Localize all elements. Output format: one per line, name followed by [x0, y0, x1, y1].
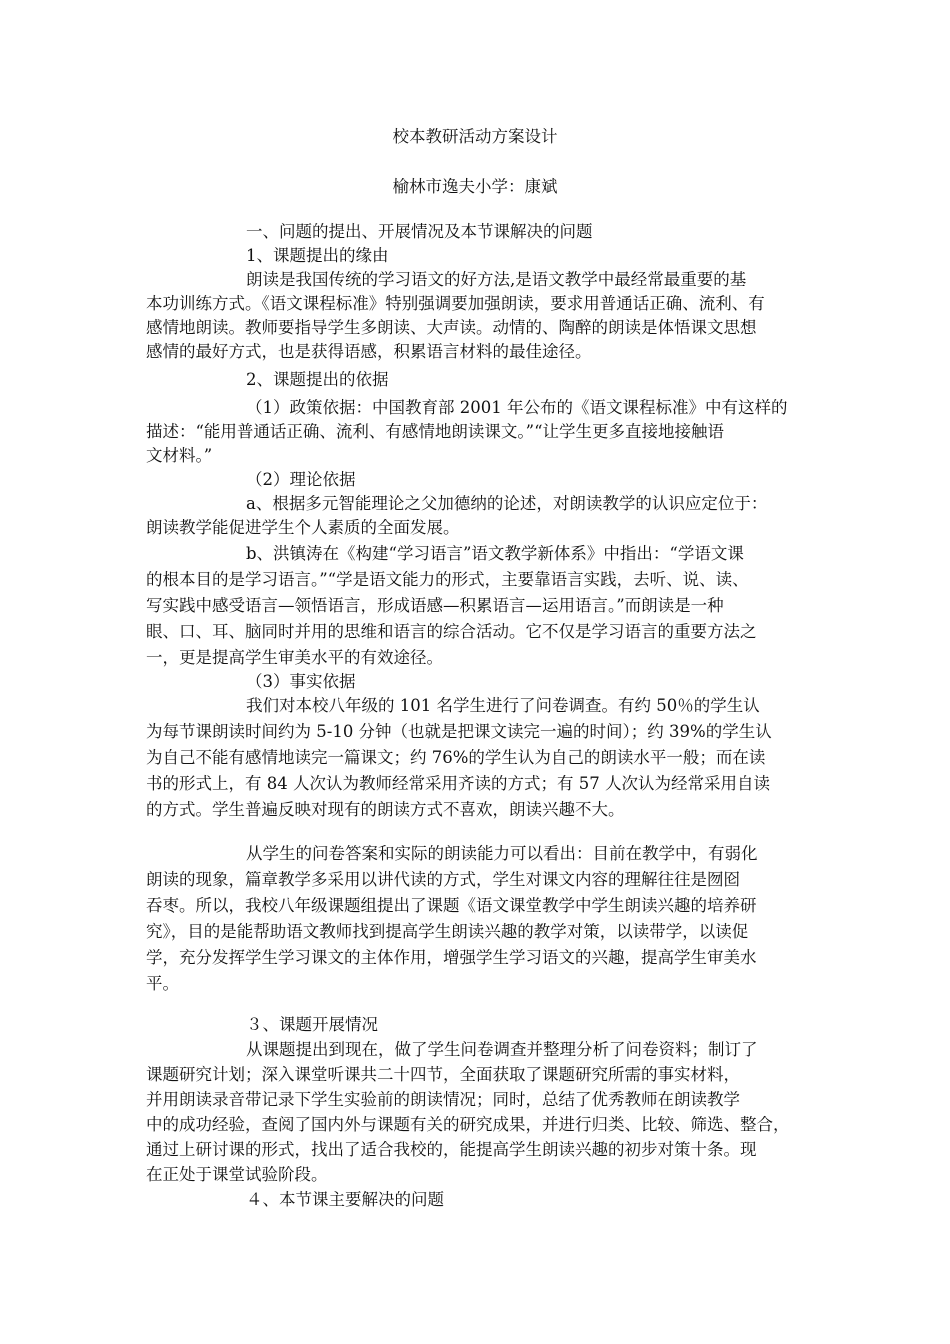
body-line: 我们对本校八年级的 101 名学生进行了问卷调查。有约 50％的学生认 [246, 696, 760, 715]
body-line: 平。 [146, 974, 179, 993]
body-line: b、洪镇涛在《构建“学习语言”语文教学新体系》中指出：“学语文课 [246, 544, 744, 563]
section-heading: 一、问题的提出、开展情况及本节课解决的问题 [246, 222, 593, 241]
body-line: 眼、口、耳、脑同时并用的思维和语言的综合活动。它不仅是学习语言的重要方法之 [146, 622, 757, 641]
body-line: 感情的最好方式，也是获得语感，积累语言材料的最佳途径。 [146, 342, 592, 361]
body-line: 的方式。学生普遍反映对现有的朗读方式不喜欢，朗读兴趣不大。 [146, 800, 625, 819]
subsection-heading: 2、课题提出的依据 [246, 370, 389, 389]
body-line: 一，更是提高学生审美水平的有效途径。 [146, 648, 443, 667]
body-line: 朗读是我国传统的学习语文的好方法,是语文教学中最经常最重要的基 [246, 270, 747, 289]
document-title: 校本教研活动方案设计 [392, 127, 558, 146]
body-line: 课题研究计划；深入课堂听课共二十四节，全面获取了课题研究所需的事实材料， [146, 1065, 740, 1084]
subsection-heading: （3）事实依据 [246, 672, 356, 691]
body-line: 中的成功经验，查阅了国内外与课题有关的研究成果，并进行归类、比较、筛选、整合， [146, 1115, 790, 1134]
subsection-heading: ４、本节课主要解决的问题 [246, 1190, 444, 1209]
body-line: 的根本目的是学习语言。”“学是语文能力的形式，主要靠语言实践，去听、说、读、 [146, 570, 749, 589]
body-line: 在正处于课堂试验阶段。 [146, 1165, 328, 1184]
body-line: 学，充分发挥学生学习课文的主体作用，增强学生学习语文的兴趣，提高学生审美水 [146, 948, 757, 967]
body-line: 朗读教学能促进学生个人素质的全面发展。 [146, 518, 460, 537]
subsection-heading: （2）理论依据 [246, 470, 356, 489]
body-line: 本功训练方式。《语文课程标准》特别强调要加强朗读，要求用普通话正确、流利、有 [146, 294, 765, 313]
body-line: 文材料。” [146, 446, 213, 465]
body-line: 吞枣。所以，我校八年级课题组提出了课题《语文课堂教学中学生朗读兴趣的培养研 [146, 896, 757, 915]
body-line: 描述：“能用普通话正确、流利、有感情地朗读课文。”“让学生更多直接地接触语 [146, 422, 725, 441]
body-line: 并用朗读录音带记录下学生实验前的朗读情况；同时，总结了优秀教师在朗读教学 [146, 1090, 740, 1109]
body-line: 感情地朗读。教师要指导学生多朗读、大声读。动情的、陶醉的朗读是体悟课文思想 [146, 318, 757, 337]
subsection-heading: ３、课题开展情况 [246, 1015, 378, 1034]
body-line: 从学生的问卷答案和实际的朗读能力可以看出：目前在教学中，有弱化 [246, 844, 758, 863]
document-author: 榆林市逸夫小学：康斌 [392, 177, 558, 196]
body-line: 为自己不能有感情地读完一篇课文；约 76%的学生认为自己的朗读水平一般；而在读 [146, 748, 766, 767]
body-line: 书的形式上，有 84 人次认为教师经常采用齐读的方式；有 57 人次认为经常采用自读 [146, 774, 770, 793]
body-line: 写实践中感受语言—领悟语言，形成语感—积累语言—运用语言。”而朗读是一种 [146, 596, 724, 615]
body-line: 究》，目的是能帮助语文教师找到提高学生朗读兴趣的教学对策，以读带学，以读促 [146, 922, 749, 941]
subsection-heading: 1、课题提出的缘由 [246, 246, 389, 265]
body-line: 通过上研讨课的形式，找出了适合我校的，能提高学生朗读兴趣的初步对策十条。现 [146, 1140, 757, 1159]
body-line: 从课题提出到现在，做了学生问卷调查并整理分析了问卷资料；制订了 [246, 1040, 758, 1059]
body-line: 为每节课朗读时间约为 5-10 分钟（也就是把课文读完一遍的时间）；约 39%的学生认 [146, 722, 772, 741]
body-line: （1）政策依据：中国教育部 2001 年公布的《语文课程标准》中有这样的 [246, 398, 788, 417]
body-line: 朗读的现象，篇章教学多采用以讲代读的方式，学生对课文内容的理解往往是囫囵 [146, 870, 740, 889]
body-line: a、根据多元智能理论之父加德纳的论述，对朗读教学的认识应定位于： [246, 494, 768, 513]
